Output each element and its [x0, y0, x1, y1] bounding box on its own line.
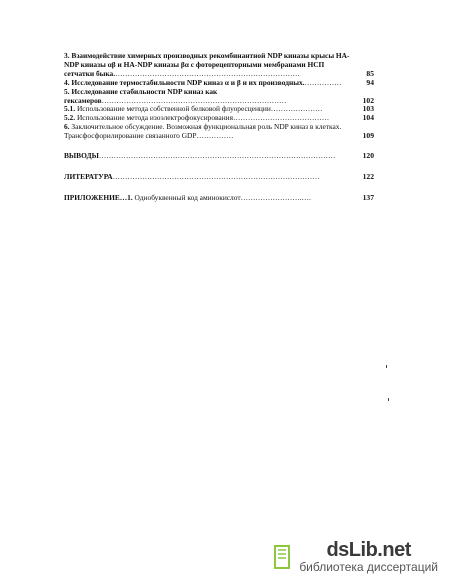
toc-entry-title: Использование метода изоэлектрофокусирования	[76, 113, 234, 123]
toc-page-number: 94	[366, 77, 374, 87]
toc-entry-title: ЛИТЕРАТУРА	[64, 171, 113, 181]
toc-entry-number: 6.	[64, 122, 70, 132]
toc-entry-title: Исследование термостабильности NDP киназ α и β и их производных.	[71, 77, 305, 87]
toc-entry-title: Однобуквенный код аминокислот	[134, 192, 241, 202]
toc-leader: …………………	[270, 104, 323, 114]
toc-entry-title: Исследование стабильности NDP киназ как гексамеров	[64, 86, 218, 105]
toc-entry-conclusions	[64, 152, 374, 161]
toc-leader: ……………………………………………………………………………………	[98, 151, 336, 161]
toc-entry-3	[64, 52, 374, 79]
toc-page-number: 103	[362, 104, 374, 114]
toc-entry-label: ПРИЛОЖЕНИЕ…1.	[64, 192, 133, 202]
toc-entry-number: 5.	[64, 86, 70, 96]
scan-artifact	[388, 398, 389, 401]
toc-page-number: 104	[362, 113, 374, 123]
toc-leader: …………………….….	[240, 192, 311, 202]
toc-page-number: 102	[362, 95, 374, 105]
toc-entry-5	[64, 88, 374, 106]
watermark	[271, 540, 438, 573]
toc-entry-title: Использование метода собственной белковой флуоресценции	[76, 104, 271, 114]
toc-page-number: 120	[362, 151, 374, 161]
toc-page-number: 109	[362, 131, 374, 141]
toc-entry-number: 4.	[64, 77, 70, 87]
toc-entry-appendix	[64, 194, 374, 203]
table-of-contents	[64, 52, 374, 203]
toc-entry-title: ВЫВОДЫ	[64, 151, 99, 161]
watermark-logo	[299, 540, 438, 573]
toc-leader: ……………	[196, 131, 234, 141]
toc-entry-number: 5.1.	[64, 104, 76, 114]
toc-entry-number: 3.	[64, 51, 70, 60]
toc-page-number: 122	[362, 171, 374, 181]
toc-leader: …………………………………	[233, 113, 330, 123]
toc-page-number: 85	[366, 68, 374, 78]
toc-leader: …………………………………………………………………	[115, 68, 300, 78]
toc-entry-number: 5.2.	[64, 113, 76, 123]
toc-leader: …………………………………………………………………	[101, 95, 287, 105]
toc-page-number: 137	[362, 192, 374, 202]
toc-entry-title: Заключительное обсуждение. Возможная функциональная роль NDP киназ в клетках. Трансфосфорилирование связанного GDP	[64, 122, 342, 141]
toc-leader: …………………………………………………………………………	[112, 171, 320, 181]
scan-artifact	[386, 365, 387, 368]
watermark-brand: dsLib.net	[326, 539, 411, 561]
watermark-subtitle: библиотека диссертаций	[299, 560, 438, 574]
toc-entry-6	[64, 123, 374, 141]
toc-leader: ……………	[304, 77, 342, 87]
toc-entry-literature	[64, 173, 374, 182]
book-stack-icon	[271, 544, 293, 570]
toc-entry-title: Взаимодействие химерных производных рекомбинантной NDP киназы крысы HA-NDP киназы αβ и HA-NDP киназы βα с фоторецепторными мембранами НСП сетчатки быка.	[64, 51, 350, 78]
